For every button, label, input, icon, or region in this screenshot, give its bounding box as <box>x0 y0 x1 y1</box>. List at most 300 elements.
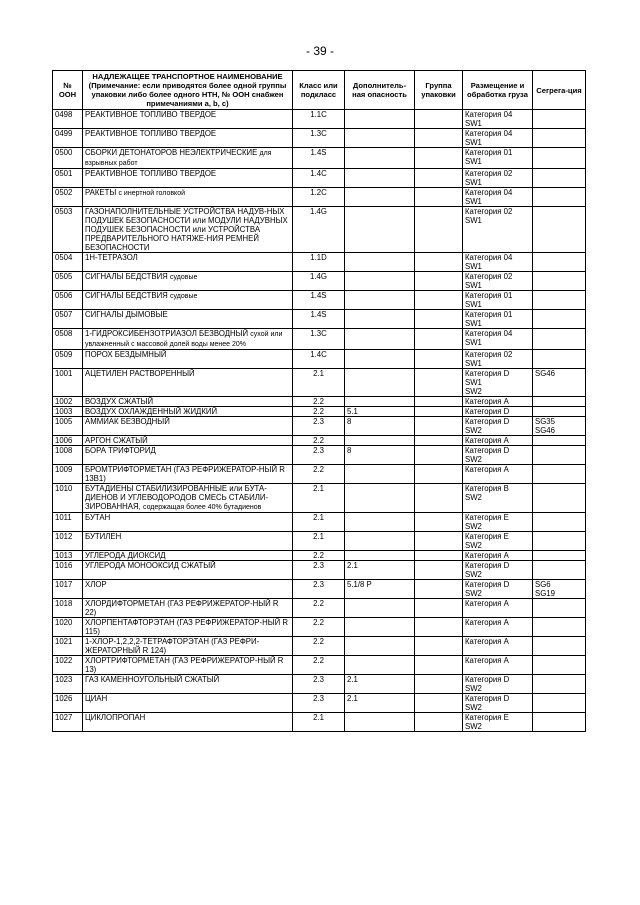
cell-shipping-name <box>83 253 293 272</box>
stowage-line: Категория D <box>465 675 510 684</box>
cell-segregation <box>533 148 586 169</box>
cell-class: 2.3 <box>293 694 345 713</box>
cell-shipping-name <box>83 110 293 129</box>
cell-stowage <box>463 599 533 618</box>
cell-class: 1.4C <box>293 169 345 188</box>
cell-shipping-name <box>83 675 293 694</box>
cell-subsidiary-risk <box>345 188 415 207</box>
table-row <box>53 207 586 253</box>
cell-segregation <box>533 272 586 291</box>
cell-subsidiary-risk <box>345 397 415 407</box>
cell-un-number: 0498 <box>53 110 83 129</box>
cell-packing-group <box>415 532 463 551</box>
table-row <box>53 329 586 350</box>
cell-class: 2.2 <box>293 656 345 675</box>
stowage-line: Категория 04 <box>465 329 513 338</box>
cell-packing-group <box>415 675 463 694</box>
cell-stowage <box>463 713 533 732</box>
cell-shipping-name <box>83 350 293 369</box>
cell-segregation <box>533 436 586 446</box>
cell-packing-group <box>415 465 463 484</box>
cell-class: 1.4G <box>293 272 345 291</box>
cell-segregation <box>533 561 586 580</box>
stowage-line: SW1 <box>465 378 482 387</box>
stowage-line: SW2 <box>465 684 482 693</box>
cell-un-number: 0509 <box>53 350 83 369</box>
cell-class: 2.3 <box>293 561 345 580</box>
shipping-name-text: РАКЕТЫ <box>85 188 117 197</box>
shipping-name-text: РЕАКТИВНОЕ ТОПЛИВО ТВЕРДОЕ <box>85 169 217 178</box>
stowage-line: Категория D <box>465 417 510 426</box>
shipping-name-text: БУТАН <box>85 513 111 522</box>
shipping-name-text: СИГНАЛЫ БЕДСТВИЯ <box>85 272 168 281</box>
cell-packing-group <box>415 436 463 446</box>
shipping-name-text: ХЛОРПЕНТАФТОРЭТАН (ГАЗ РЕФРИЖЕРАТОР-НЫЙ R 115) <box>85 618 289 636</box>
cell-class: 1.4G <box>293 207 345 253</box>
stowage-line: SW1 <box>465 338 482 347</box>
cell-segregation <box>533 329 586 350</box>
stowage-line: SW1 <box>465 319 482 328</box>
cell-class: 1.4C <box>293 350 345 369</box>
cell-stowage <box>463 436 533 446</box>
cell-class: 2.3 <box>293 675 345 694</box>
table-row <box>53 713 586 732</box>
cell-shipping-name <box>83 551 293 561</box>
cell-un-number: 1006 <box>53 436 83 446</box>
cell-subsidiary-risk <box>345 369 415 397</box>
shipping-name-qualifier: сухой или увлажненный с массовой долей воды менее 20% <box>85 331 283 348</box>
cell-segregation <box>533 369 586 397</box>
cell-un-number: 0507 <box>53 310 83 329</box>
table-row <box>53 618 586 637</box>
cell-un-number: 1008 <box>53 446 83 465</box>
cell-un-number: 0504 <box>53 253 83 272</box>
shipping-name-qualifier: с инертной головкой <box>118 190 185 197</box>
table-row <box>53 446 586 465</box>
cell-segregation <box>533 484 586 513</box>
table-row <box>53 169 586 188</box>
cell-stowage <box>463 350 533 369</box>
cell-un-number: 1016 <box>53 561 83 580</box>
cell-subsidiary-risk <box>345 436 415 446</box>
cell-stowage <box>463 637 533 656</box>
stowage-line: Категория Е <box>465 713 509 722</box>
table-row <box>53 694 586 713</box>
cell-packing-group <box>415 551 463 561</box>
cell-shipping-name <box>83 417 293 436</box>
cell-subsidiary-risk <box>345 110 415 129</box>
shipping-name-text: БРОМТРИФТОРМЕТАН (ГАЗ РЕФРИЖЕРАТОР-НЫЙ R 13B1) <box>85 465 285 483</box>
shipping-name-text: УГЛЕРОДА ДИОКСИД <box>85 551 166 560</box>
stowage-line: Категория А <box>465 637 509 646</box>
stowage-line: SW2 <box>465 455 482 464</box>
cell-subsidiary-risk <box>345 350 415 369</box>
header-shipping-name <box>83 71 293 110</box>
cell-segregation <box>533 694 586 713</box>
shipping-name-text: УГЛЕРОДА МОНООКСИД СЖАТЫЙ <box>85 561 216 570</box>
cell-stowage <box>463 656 533 675</box>
cell-segregation <box>533 656 586 675</box>
stowage-line: Категория D <box>465 561 510 570</box>
cell-subsidiary-risk: 5.1 <box>345 407 415 417</box>
shipping-name-text: БУТИЛЕН <box>85 532 122 541</box>
cell-class: 2.3 <box>293 580 345 599</box>
cell-shipping-name <box>83 446 293 465</box>
table-row <box>53 397 586 407</box>
shipping-name-qualifier: судовые <box>169 274 198 281</box>
cell-un-number: 0506 <box>53 291 83 310</box>
cell-class: 1.3C <box>293 329 345 350</box>
cell-segregation <box>533 253 586 272</box>
cell-shipping-name <box>83 369 293 397</box>
stowage-line: SW2 <box>465 570 482 579</box>
cell-un-number: 1001 <box>53 369 83 397</box>
shipping-name-text: ЦИАН <box>85 694 108 703</box>
cell-segregation <box>533 407 586 417</box>
cell-subsidiary-risk <box>345 618 415 637</box>
cell-class: 2.2 <box>293 637 345 656</box>
stowage-line: Категория Е <box>465 532 509 541</box>
cell-un-number: 1011 <box>53 513 83 532</box>
shipping-name-text: РЕАКТИВНОЕ ТОПЛИВО ТВЕРДОЕ <box>85 110 217 119</box>
cell-shipping-name <box>83 532 293 551</box>
cell-un-number: 1020 <box>53 618 83 637</box>
cell-stowage <box>463 207 533 253</box>
cell-class: 2.2 <box>293 599 345 618</box>
cell-packing-group <box>415 417 463 436</box>
cell-class: 1.4S <box>293 310 345 329</box>
cell-shipping-name <box>83 513 293 532</box>
stowage-line: Категория В <box>465 484 509 493</box>
cell-un-number: 1021 <box>53 637 83 656</box>
stowage-line: SW2 <box>465 387 482 396</box>
cell-un-number: 1002 <box>53 397 83 407</box>
table-row <box>53 532 586 551</box>
stowage-line: Категория А <box>465 465 509 474</box>
cell-shipping-name <box>83 694 293 713</box>
table-row <box>53 350 586 369</box>
shipping-name-text: СИГНАЛЫ БЕДСТВИЯ <box>85 291 168 300</box>
cell-class: 2.1 <box>293 369 345 397</box>
cell-shipping-name <box>83 310 293 329</box>
cell-subsidiary-risk: 8 <box>345 446 415 465</box>
cell-stowage <box>463 397 533 407</box>
cell-subsidiary-risk: 2.1 <box>345 694 415 713</box>
cell-packing-group <box>415 329 463 350</box>
cell-shipping-name <box>83 291 293 310</box>
shipping-name-text: ПОРОХ БЕЗДЫМНЫЙ <box>85 350 167 359</box>
table-row <box>53 675 586 694</box>
cell-packing-group <box>415 618 463 637</box>
cell-subsidiary-risk: 2.1 <box>345 675 415 694</box>
header-stowage: Размещение и обработка груза <box>463 71 533 110</box>
stowage-line: Категория А <box>465 397 509 406</box>
stowage-line: SW1 <box>465 281 482 290</box>
table-row <box>53 188 586 207</box>
cell-stowage <box>463 188 533 207</box>
cell-segregation <box>533 532 586 551</box>
cell-un-number: 0500 <box>53 148 83 169</box>
table-row <box>53 599 586 618</box>
cell-shipping-name <box>83 637 293 656</box>
table-row <box>53 110 586 129</box>
cell-subsidiary-risk <box>345 532 415 551</box>
cell-class: 2.2 <box>293 618 345 637</box>
stowage-line: SW1 <box>465 359 482 368</box>
cell-stowage <box>463 580 533 599</box>
cell-class: 1.4S <box>293 148 345 169</box>
cell-stowage <box>463 310 533 329</box>
cell-stowage <box>463 110 533 129</box>
cell-shipping-name <box>83 169 293 188</box>
cell-class: 2.2 <box>293 465 345 484</box>
table-row <box>53 551 586 561</box>
cell-segregation <box>533 110 586 129</box>
cell-un-number: 1005 <box>53 417 83 436</box>
cell-packing-group <box>415 599 463 618</box>
cell-stowage <box>463 369 533 397</box>
shipping-name-text: ГАЗОНАПОЛНИТЕЛЬНЫЕ УСТРОЙСТВА НАДУВ-НЫХ ПОДУШЕК БЕЗОПАСНОСТИ или МОДУЛИ НАДУВНЫХ ПОДУШЕК БЕЗОПАСНОСТИ или УСТРОЙСТВА ПРЕДВАРИТЕЛЬНОГО НАТЯЖЕ-НИЯ РЕМНЕЙ БЕЗОПАСНОСТИ <box>85 207 288 252</box>
cell-subsidiary-risk: 5.1/8 P <box>345 580 415 599</box>
cell-subsidiary-risk <box>345 637 415 656</box>
table-row <box>53 484 586 513</box>
shipping-name-text: ГАЗ КАМЕННОУГОЛЬНЫЙ СЖАТЫЙ <box>85 675 220 684</box>
cell-un-number: 0502 <box>53 188 83 207</box>
shipping-name-text: СБОРКИ ДЕТОНАТОРОВ НЕЭЛЕКТРИЧЕСКИЕ <box>85 148 258 157</box>
cell-segregation <box>533 618 586 637</box>
cell-segregation <box>533 551 586 561</box>
cell-class: 1.3C <box>293 129 345 148</box>
table-body <box>53 110 586 732</box>
cell-packing-group <box>415 207 463 253</box>
shipping-name-text: АММИАК БЕЗВОДНЫЙ <box>85 417 170 426</box>
cell-packing-group <box>415 148 463 169</box>
cell-segregation <box>533 350 586 369</box>
cell-segregation <box>533 637 586 656</box>
cell-packing-group <box>415 369 463 397</box>
cell-un-number: 1017 <box>53 580 83 599</box>
header-un-number: № ООН <box>53 71 83 110</box>
stowage-line: SW2 <box>465 541 482 550</box>
stowage-line: Категория 04 <box>465 188 513 197</box>
cell-un-number: 0503 <box>53 207 83 253</box>
cell-shipping-name <box>83 561 293 580</box>
cell-un-number: 1022 <box>53 656 83 675</box>
cell-shipping-name <box>83 465 293 484</box>
stowage-line: Категория D <box>465 580 510 589</box>
cell-un-number: 1026 <box>53 694 83 713</box>
table-row <box>53 513 586 532</box>
header-shipping-name-title: НАДЛЕЖАЩЕЕ ТРАНСПОРТНОЕ НАИМЕНОВАНИЕ <box>92 72 283 81</box>
shipping-name-text: 1-ХЛОР-1,2,2,2-ТЕТРАФТОРЭТАН (ГАЗ РЕФРИ-ЖЕРАТОРНЫЙ R 124) <box>85 637 260 655</box>
cell-segregation <box>533 446 586 465</box>
table-row <box>53 656 586 675</box>
cell-packing-group <box>415 169 463 188</box>
table-header-row <box>53 71 586 110</box>
cell-packing-group <box>415 656 463 675</box>
cell-packing-group <box>415 580 463 599</box>
cell-shipping-name <box>83 397 293 407</box>
header-subsidiary-risk: Дополнитель-ная опасность <box>345 71 415 110</box>
stowage-line: SW2 <box>465 493 482 502</box>
cell-class: 2.1 <box>293 513 345 532</box>
table-row <box>53 637 586 656</box>
table-row <box>53 129 586 148</box>
cell-shipping-name <box>83 599 293 618</box>
stowage-line: Категория 04 <box>465 110 513 119</box>
cell-subsidiary-risk <box>345 484 415 513</box>
cell-shipping-name <box>83 129 293 148</box>
cell-un-number: 1013 <box>53 551 83 561</box>
cell-subsidiary-risk <box>345 656 415 675</box>
cell-un-number: 1010 <box>53 484 83 513</box>
cell-class: 1.4S <box>293 291 345 310</box>
cell-stowage <box>463 407 533 417</box>
stowage-line: SW2 <box>465 703 482 712</box>
shipping-name-text: 1-ГИДРОКСИБЕНЗОТРИАЗОЛ БЕЗВОДНЫЙ <box>85 329 249 338</box>
segregation-line: SG6 <box>535 580 551 589</box>
cell-stowage <box>463 272 533 291</box>
stowage-line: SW2 <box>465 722 482 731</box>
stowage-line: Категория Е <box>465 513 509 522</box>
stowage-line: Категория 02 <box>465 207 513 216</box>
cell-shipping-name <box>83 618 293 637</box>
cell-stowage <box>463 532 533 551</box>
stowage-line: SW1 <box>465 262 482 271</box>
cell-packing-group <box>415 253 463 272</box>
cell-shipping-name <box>83 148 293 169</box>
stowage-line: SW1 <box>465 216 482 225</box>
cell-packing-group <box>415 637 463 656</box>
cell-packing-group <box>415 272 463 291</box>
header-segregation: Сегрега-ция <box>533 71 586 110</box>
shipping-name-text: ХЛОРДИФТОРМЕТАН (ГАЗ РЕФРИЖЕРАТОР-НЫЙ R 22) <box>85 599 279 617</box>
stowage-line: Категория D <box>465 407 510 416</box>
shipping-name-text: ВОЗДУХ СЖАТЫЙ <box>85 397 154 406</box>
cell-packing-group <box>415 407 463 417</box>
stowage-line: Категория А <box>465 618 509 627</box>
cell-shipping-name <box>83 329 293 350</box>
stowage-line: SW2 <box>465 426 482 435</box>
cell-stowage <box>463 513 533 532</box>
cell-packing-group <box>415 484 463 513</box>
cell-segregation <box>533 465 586 484</box>
cell-subsidiary-risk <box>345 169 415 188</box>
cell-shipping-name <box>83 407 293 417</box>
header-class: Класс или подкласс <box>293 71 345 110</box>
cell-subsidiary-risk <box>345 599 415 618</box>
stowage-line: Категория 02 <box>465 272 513 281</box>
cell-segregation <box>533 713 586 732</box>
cell-un-number: 1003 <box>53 407 83 417</box>
segregation-line: SG46 <box>535 426 555 435</box>
stowage-line: Категория 01 <box>465 148 513 157</box>
cell-segregation <box>533 188 586 207</box>
table-row <box>53 561 586 580</box>
stowage-line: SW1 <box>465 157 482 166</box>
stowage-line: Категория D <box>465 446 510 455</box>
cell-segregation <box>533 675 586 694</box>
page-number: - 39 - <box>305 44 334 58</box>
table-row <box>53 580 586 599</box>
cell-class: 2.1 <box>293 484 345 513</box>
cell-segregation <box>533 397 586 407</box>
cell-class: 2.1 <box>293 532 345 551</box>
shipping-name-text: ХЛОРТРИФТОРМЕТАН (ГАЗ РЕФРИЖЕРАТОР-НЫЙ R 13) <box>85 656 284 674</box>
cell-class: 2.3 <box>293 417 345 436</box>
cell-packing-group <box>415 110 463 129</box>
table-row <box>53 272 586 291</box>
cell-packing-group <box>415 350 463 369</box>
cell-un-number: 0501 <box>53 169 83 188</box>
cell-subsidiary-risk: 2.1 <box>345 561 415 580</box>
table-row <box>53 148 586 169</box>
cell-stowage <box>463 291 533 310</box>
cell-shipping-name <box>83 188 293 207</box>
table-row <box>53 436 586 446</box>
stowage-line: Категория D <box>465 369 510 378</box>
cell-un-number: 0499 <box>53 129 83 148</box>
cell-stowage <box>463 253 533 272</box>
table-row <box>53 407 586 417</box>
cell-class: 2.2 <box>293 397 345 407</box>
cell-subsidiary-risk: 8 <box>345 417 415 436</box>
stowage-line: Категория А <box>465 656 509 665</box>
header-packing-group: Группа упаковки <box>415 71 463 110</box>
stowage-line: SW1 <box>465 119 482 128</box>
stowage-line: Категория 01 <box>465 291 513 300</box>
stowage-line: Категория 02 <box>465 169 513 178</box>
cell-packing-group <box>415 310 463 329</box>
cell-un-number: 1027 <box>53 713 83 732</box>
table-row <box>53 253 586 272</box>
cell-un-number: 1023 <box>53 675 83 694</box>
cell-stowage <box>463 561 533 580</box>
cell-subsidiary-risk <box>345 329 415 350</box>
cell-stowage <box>463 129 533 148</box>
cell-class: 1.1C <box>293 110 345 129</box>
cell-shipping-name <box>83 272 293 291</box>
shipping-name-text: ХЛОР <box>85 580 107 589</box>
table-row <box>53 417 586 436</box>
cell-segregation <box>533 513 586 532</box>
cell-stowage <box>463 446 533 465</box>
stowage-line: SW1 <box>465 178 482 187</box>
cell-subsidiary-risk <box>345 713 415 732</box>
cell-packing-group <box>415 291 463 310</box>
cell-un-number: 1012 <box>53 532 83 551</box>
cell-packing-group <box>415 446 463 465</box>
cell-shipping-name <box>83 484 293 513</box>
cell-class: 2.2 <box>293 551 345 561</box>
cell-subsidiary-risk <box>345 551 415 561</box>
cell-packing-group <box>415 397 463 407</box>
cell-subsidiary-risk <box>345 253 415 272</box>
cell-packing-group <box>415 513 463 532</box>
cell-stowage <box>463 675 533 694</box>
stowage-line: Категория D <box>465 694 510 703</box>
stowage-line: Категория А <box>465 436 509 445</box>
cell-un-number: 1018 <box>53 599 83 618</box>
shipping-name-text: БОРА ТРИФТОРИД <box>85 446 156 455</box>
table-row <box>53 369 586 397</box>
cell-subsidiary-risk <box>345 272 415 291</box>
shipping-name-text: 1Н-ТЕТРАЗОЛ <box>85 253 138 262</box>
cell-packing-group <box>415 713 463 732</box>
cell-class: 1.1D <box>293 253 345 272</box>
cell-packing-group <box>415 129 463 148</box>
stowage-line: Категория 04 <box>465 253 513 262</box>
